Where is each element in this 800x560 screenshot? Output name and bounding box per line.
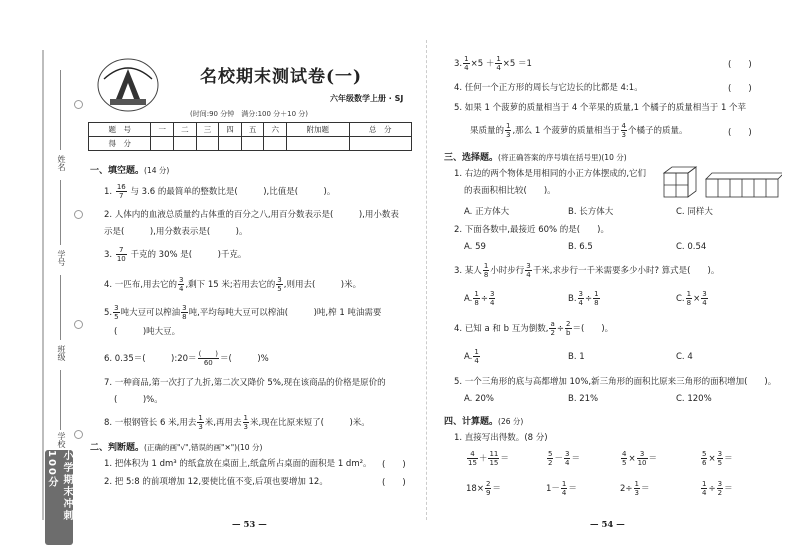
score-cell[interactable] — [287, 137, 349, 151]
fraction — [686, 290, 692, 307]
numerator: 1 — [702, 480, 707, 488]
denominator: 4 — [702, 299, 707, 307]
score-head-cell: 四 — [219, 123, 242, 137]
q-text: 6. 0.35＝( ):20＝ — [104, 354, 197, 364]
numerator: 4 — [467, 450, 478, 459]
numerator: 3 — [702, 290, 707, 298]
denominator: 10 — [637, 459, 647, 467]
fraction — [578, 290, 584, 307]
denominator: 4 — [526, 271, 531, 279]
operator: × — [628, 454, 636, 464]
q-text: ,那么 1 个菠萝的质量相当于 — [512, 126, 620, 136]
equals: ＝ — [724, 454, 733, 464]
section-note: (正确的画"√",错误的画"✕")(10 分) — [144, 443, 263, 452]
fraction — [637, 450, 648, 467]
denominator: 3 — [634, 489, 639, 497]
score-label-cell: 得 分 — [89, 137, 151, 151]
q-num: 5. — [104, 308, 113, 318]
score-cell[interactable] — [264, 137, 287, 151]
denominator: 8 — [182, 313, 187, 321]
choice-3-option-b[interactable] — [568, 290, 601, 307]
question-8 — [104, 414, 370, 431]
time-info: (时间:90 分钟 满分:100 分＋10 分) — [190, 110, 309, 118]
q-text: 4. 已知 a 和 b 互为倒数, — [454, 324, 549, 334]
numerator: 1 — [198, 414, 203, 422]
numerator: 4 — [621, 122, 626, 130]
fraction — [473, 290, 479, 307]
q-text: 4. 一匹布,用去它的 — [104, 280, 178, 290]
fraction — [463, 55, 469, 72]
judge-5a: 5. 如果 1 个菠萝的质量相当于 4 个苹果的质量,1 个橘子的质量相当于 1 个苹 — [454, 103, 747, 113]
question-7a: 7. 一种商品,第一次打了九折,第二次又降价 5%,现在该商品的价格是原价的 — [104, 378, 386, 388]
numerator: 1 — [474, 348, 479, 356]
score-head-cell: 附加题 — [287, 123, 349, 137]
operator: × — [693, 294, 701, 304]
q-text: 吨,平均每吨大豆可以榨油( )吨,榨 1 吨油需要 — [188, 308, 382, 318]
section-fill-blank — [90, 163, 169, 176]
denominator: 5 — [277, 285, 282, 293]
option-letter: A. — [464, 352, 473, 362]
numerator: 1 — [686, 290, 692, 298]
page-number-right: — 54 — — [590, 520, 625, 530]
q-text: ＝( )% — [220, 354, 269, 364]
choice-4-option-b[interactable]: B. 1 — [568, 352, 585, 362]
q-num: 1. — [104, 187, 113, 197]
fraction — [561, 480, 567, 497]
denominator: 9 — [485, 489, 491, 497]
calc-item[interactable] — [620, 480, 650, 497]
question-3 — [104, 246, 246, 263]
denominator: 4 — [564, 459, 570, 467]
question-4 — [104, 276, 361, 293]
choice-2: 2. 下面各数中,最接近 60% 的是( )。 — [454, 225, 609, 235]
denominator: 15 — [468, 459, 477, 467]
numerator: 3 — [578, 290, 584, 298]
q-num: 3. — [454, 59, 463, 69]
section-title: 一、填空题。 — [90, 166, 145, 176]
q-text: ×5 ＋ — [470, 59, 495, 69]
numerator: 1 — [496, 55, 501, 63]
operator: × — [708, 454, 716, 464]
fraction — [717, 480, 723, 497]
numerator: 3 — [637, 450, 648, 459]
score-value-row — [89, 137, 412, 151]
q-text: 与 3.6 的最简单的整数比是( ),比值是( )。 — [130, 187, 336, 197]
section-true-false — [90, 440, 262, 453]
numerator: 7 — [116, 246, 127, 255]
page-number-left: — 53 — — [232, 520, 267, 530]
judge-1: 1. 把体积为 1 dm³ 的纸盒放在桌面上,纸盒所占桌面的面积是 1 dm²。 — [104, 459, 372, 469]
denominator: 3 — [506, 131, 511, 139]
binding-strip — [0, 0, 78, 560]
question-5 — [104, 304, 381, 321]
equals: ＝ — [492, 484, 501, 494]
denominator: 8 — [474, 299, 479, 307]
option-letter: A. — [464, 294, 473, 304]
denominator: 5 — [717, 459, 723, 467]
numerator: 11 — [489, 450, 499, 458]
operator: ÷ — [708, 484, 716, 494]
q-text: 个橘子的质量。 — [627, 126, 688, 136]
fraction — [197, 414, 203, 431]
numerator: 2 — [566, 320, 571, 328]
section-title: 二、判断题。 — [90, 443, 145, 453]
punch-hole — [74, 210, 83, 219]
series-logo-icon — [96, 55, 160, 113]
score-cell[interactable] — [219, 137, 242, 151]
calc-item[interactable] — [466, 450, 509, 467]
choice-1-option-a[interactable]: A. 正方体大 — [464, 207, 510, 217]
score-head-cell: 二 — [174, 123, 197, 137]
score-head-cell: 题 号 — [89, 123, 151, 137]
choice-1b: 的表面积相比较( )。 — [464, 186, 556, 196]
q-text: 3. 某人 — [454, 266, 482, 276]
score-cell[interactable] — [174, 137, 197, 151]
calc-item[interactable] — [700, 450, 733, 467]
section-note: (14 分) — [144, 166, 170, 175]
denominator: 4 — [702, 489, 707, 497]
answer-paren[interactable]: ( ) — [728, 128, 752, 138]
numerator: 3 — [182, 304, 187, 312]
answer-paren[interactable]: ( ) — [728, 60, 752, 70]
denominator: 8 — [686, 299, 692, 307]
numerator: 3 — [526, 262, 531, 270]
denominator: 10 — [116, 255, 126, 263]
numerator: 3 — [114, 304, 119, 312]
q-text: 8. 一根钢管长 6 米,用去 — [104, 418, 197, 428]
fraction — [621, 450, 627, 467]
numerator: a — [550, 320, 555, 328]
numerator: 5 — [702, 450, 707, 458]
operator: － — [554, 454, 563, 464]
section-note: (将正确答案的序号填在括号里)(10 分) — [498, 153, 627, 162]
denominator: 2 — [717, 489, 723, 497]
operator: ÷ — [480, 294, 488, 304]
operator: ÷ — [556, 324, 565, 334]
grade-label: 六年级数学上册 · SJ — [330, 94, 404, 103]
cube-figures-icon — [662, 165, 782, 199]
question-7b: ( )%。 — [114, 395, 163, 405]
denominator: 3 — [621, 131, 626, 139]
choice-5-option-a[interactable]: A. 20% — [464, 394, 494, 404]
section-multiple-choice — [444, 150, 627, 163]
fraction — [116, 246, 127, 263]
choice-3-option-a[interactable] — [464, 290, 496, 307]
denominator: 2 — [550, 329, 555, 337]
numerator: 1 — [634, 480, 639, 488]
id-line[interactable] — [60, 180, 61, 245]
page-divider — [426, 40, 427, 520]
denominator: 3 — [243, 423, 248, 431]
q-text: ＝( )。 — [572, 324, 614, 334]
choice-5: 5. 一个三角形的底与高都增加 10%,新三角形的面积比原来三角形的面积增加( )。 — [454, 377, 777, 387]
section-title: 四、计算题。 — [444, 417, 499, 427]
class-label: 班级 — [57, 345, 66, 361]
numerator: 4 — [622, 450, 627, 458]
fraction — [483, 262, 489, 279]
section-title: 三、选择题。 — [444, 153, 499, 163]
choice-2-option-b[interactable]: B. 6.5 — [568, 242, 593, 252]
numerator: 1 — [474, 290, 479, 298]
calc-item[interactable] — [620, 450, 657, 467]
question-1 — [104, 183, 335, 200]
score-head-cell: 一 — [151, 123, 174, 137]
school-line[interactable] — [60, 370, 61, 430]
score-cell[interactable] — [241, 137, 264, 151]
fraction — [181, 304, 187, 321]
calc-item[interactable] — [546, 450, 580, 467]
school-label: 学校 — [57, 432, 66, 448]
denominator: 5 — [622, 459, 627, 467]
name-label: 姓名 — [57, 155, 66, 171]
denominator: 60 — [203, 359, 213, 367]
denominator: 3 — [198, 423, 203, 431]
operand: 1－ — [546, 484, 560, 494]
page-title: 名校期末测试卷(一) — [200, 67, 363, 87]
choice-2-option-a[interactable]: A. 59 — [464, 242, 486, 252]
denominator: 4 — [578, 299, 584, 307]
numerator: 3 — [277, 276, 282, 284]
numerator: 16 — [116, 183, 126, 191]
fraction — [565, 320, 571, 337]
fraction — [178, 276, 184, 293]
choice-4-option-c[interactable]: C. 4 — [676, 352, 693, 362]
denominator: b — [566, 329, 571, 337]
numerator: 2 — [485, 480, 491, 488]
calc-heading: 1. 直接写出得数。(8 分) — [454, 433, 548, 443]
option-letter: C. — [676, 294, 685, 304]
fraction — [489, 290, 495, 307]
fraction — [198, 350, 219, 367]
q-text: ×5 ＝1 — [502, 59, 532, 69]
numerator: ( ) — [198, 350, 219, 358]
denominator: 8 — [483, 271, 489, 279]
section-calculation — [444, 414, 523, 427]
choice-5-option-b[interactable]: B. 21% — [568, 394, 599, 404]
operator: ＋ — [478, 454, 488, 464]
operand: 18× — [466, 484, 484, 494]
denominator: 7 — [119, 192, 124, 200]
fraction — [564, 450, 570, 467]
punch-hole — [74, 430, 83, 439]
fraction — [549, 320, 555, 337]
q-text: 千米,求步行一千米需要多少小时? 算式是( )。 — [532, 266, 720, 276]
numerator: 1 — [561, 480, 567, 488]
equals: ＝ — [500, 454, 509, 464]
option-letter: B. — [568, 294, 577, 304]
numerator: 1 — [483, 262, 489, 270]
fraction — [495, 55, 501, 72]
score-cell[interactable] — [349, 137, 412, 151]
fraction — [717, 450, 723, 467]
numerator: 1 — [506, 122, 511, 130]
fraction — [634, 480, 640, 497]
class-line[interactable] — [60, 275, 61, 340]
equals: ＝ — [648, 454, 658, 464]
section-note: (26 分) — [498, 417, 524, 426]
denominator: 2 — [548, 459, 553, 467]
q-text: ,剩下 15 米;若用去它的 — [185, 280, 276, 290]
fraction — [593, 290, 599, 307]
choice-4 — [454, 320, 613, 337]
score-head-cell: 三 — [196, 123, 219, 137]
denominator: 4 — [561, 489, 567, 497]
denominator: 8 — [594, 299, 599, 307]
equals: ＝ — [568, 484, 577, 494]
question-6 — [104, 350, 269, 367]
score-cell[interactable] — [196, 137, 219, 151]
fraction — [467, 450, 478, 467]
operand: 2÷ — [620, 484, 633, 494]
fraction — [116, 183, 127, 200]
denominator: 15 — [489, 459, 499, 467]
score-table — [88, 122, 412, 151]
denominator: 4 — [474, 357, 479, 365]
q-text: 米,现在比原来短了( )米。 — [249, 418, 370, 428]
choice-5-option-c[interactable]: C. 120% — [676, 394, 712, 404]
question-2b: 示是( ),用分数表示是( )。 — [104, 227, 248, 237]
denominator: 4 — [179, 285, 184, 293]
numerator: 3 — [489, 290, 495, 298]
judge-4: 4. 任何一个正方形的周长与它边长的比都是 4:1。 — [454, 83, 643, 93]
fraction — [505, 122, 511, 139]
numerator: 1 — [594, 290, 599, 298]
choice-1-option-b[interactable]: B. 长方体大 — [568, 207, 614, 217]
fraction — [243, 414, 249, 431]
equals: ＝ — [571, 454, 580, 464]
denominator: 4 — [464, 64, 469, 72]
numerator: 1 — [243, 414, 248, 422]
fraction — [113, 304, 119, 321]
judge-2: 2. 把 5:8 的前项增加 12,要使比值不变,后项也要增加 12。 — [104, 477, 328, 487]
equals: ＝ — [641, 484, 650, 494]
fraction — [473, 348, 479, 365]
fraction — [485, 480, 491, 497]
choice-1-option-c[interactable]: C. 同样大 — [676, 207, 713, 217]
denominator: 5 — [114, 313, 119, 321]
fraction — [701, 480, 707, 497]
numerator: 3 — [717, 480, 723, 488]
denominator: 4 — [496, 64, 501, 72]
choice-4-option-a[interactable] — [464, 348, 481, 365]
answer-paren[interactable]: ( ) — [382, 460, 406, 470]
fraction — [547, 450, 553, 467]
score-head-cell: 五 — [241, 123, 264, 137]
calc-item[interactable] — [546, 480, 577, 497]
numerator: 3 — [717, 450, 723, 458]
fraction — [488, 450, 499, 467]
denominator: 4 — [489, 299, 495, 307]
operator: ÷ — [585, 294, 593, 304]
fraction — [276, 276, 282, 293]
choice-1a: 1. 右边的两个物体是用相同的小正方体摆成的,它们 — [454, 169, 647, 179]
fraction — [701, 290, 707, 307]
choice-2-option-c[interactable]: C. 0.54 — [676, 242, 707, 252]
denominator: 6 — [702, 459, 707, 467]
equals: ＝ — [724, 484, 733, 494]
punch-hole — [74, 100, 83, 109]
answer-paren[interactable]: ( ) — [728, 84, 752, 94]
calc-item[interactable] — [700, 480, 733, 497]
question-5b: ( )吨大豆。 — [114, 327, 181, 337]
score-cell[interactable] — [151, 137, 174, 151]
judge-5b — [470, 122, 687, 139]
brand-badge: 小学期末冲刺100分 — [45, 450, 73, 545]
fraction — [525, 262, 531, 279]
choice-3 — [454, 262, 719, 279]
q-text: 米,再用去 — [204, 418, 242, 428]
q-text: ,则用去( )米。 — [283, 280, 362, 290]
question-2a: 2. 人体内的血液总质量约占体重的百分之八,用百分数表示是( ),用小数表 — [104, 210, 399, 220]
choice-3-option-c[interactable] — [676, 290, 709, 307]
q-text: 吨大豆可以榨油 — [120, 308, 181, 318]
score-head-cell: 六 — [264, 123, 287, 137]
numerator: 1 — [464, 55, 469, 63]
q-text: 小时步行 — [490, 266, 525, 276]
punch-hole — [74, 320, 83, 329]
id-label: 学号 — [57, 250, 66, 266]
answer-paren[interactable]: ( ) — [382, 478, 406, 488]
numerator: 3 — [179, 276, 184, 284]
numerator: 3 — [564, 450, 570, 458]
name-line[interactable] — [60, 70, 61, 150]
q-text: 千克的 30% 是( )千克。 — [130, 250, 247, 260]
q-num: 3. — [104, 250, 113, 260]
judge-3 — [454, 55, 532, 72]
fraction — [701, 450, 707, 467]
score-head-cell: 总 分 — [349, 123, 412, 137]
q-text: 果质量的 — [470, 126, 505, 136]
score-header-row — [89, 123, 412, 137]
fraction — [621, 122, 627, 139]
numerator: 5 — [548, 450, 553, 458]
calc-item[interactable] — [466, 480, 501, 497]
